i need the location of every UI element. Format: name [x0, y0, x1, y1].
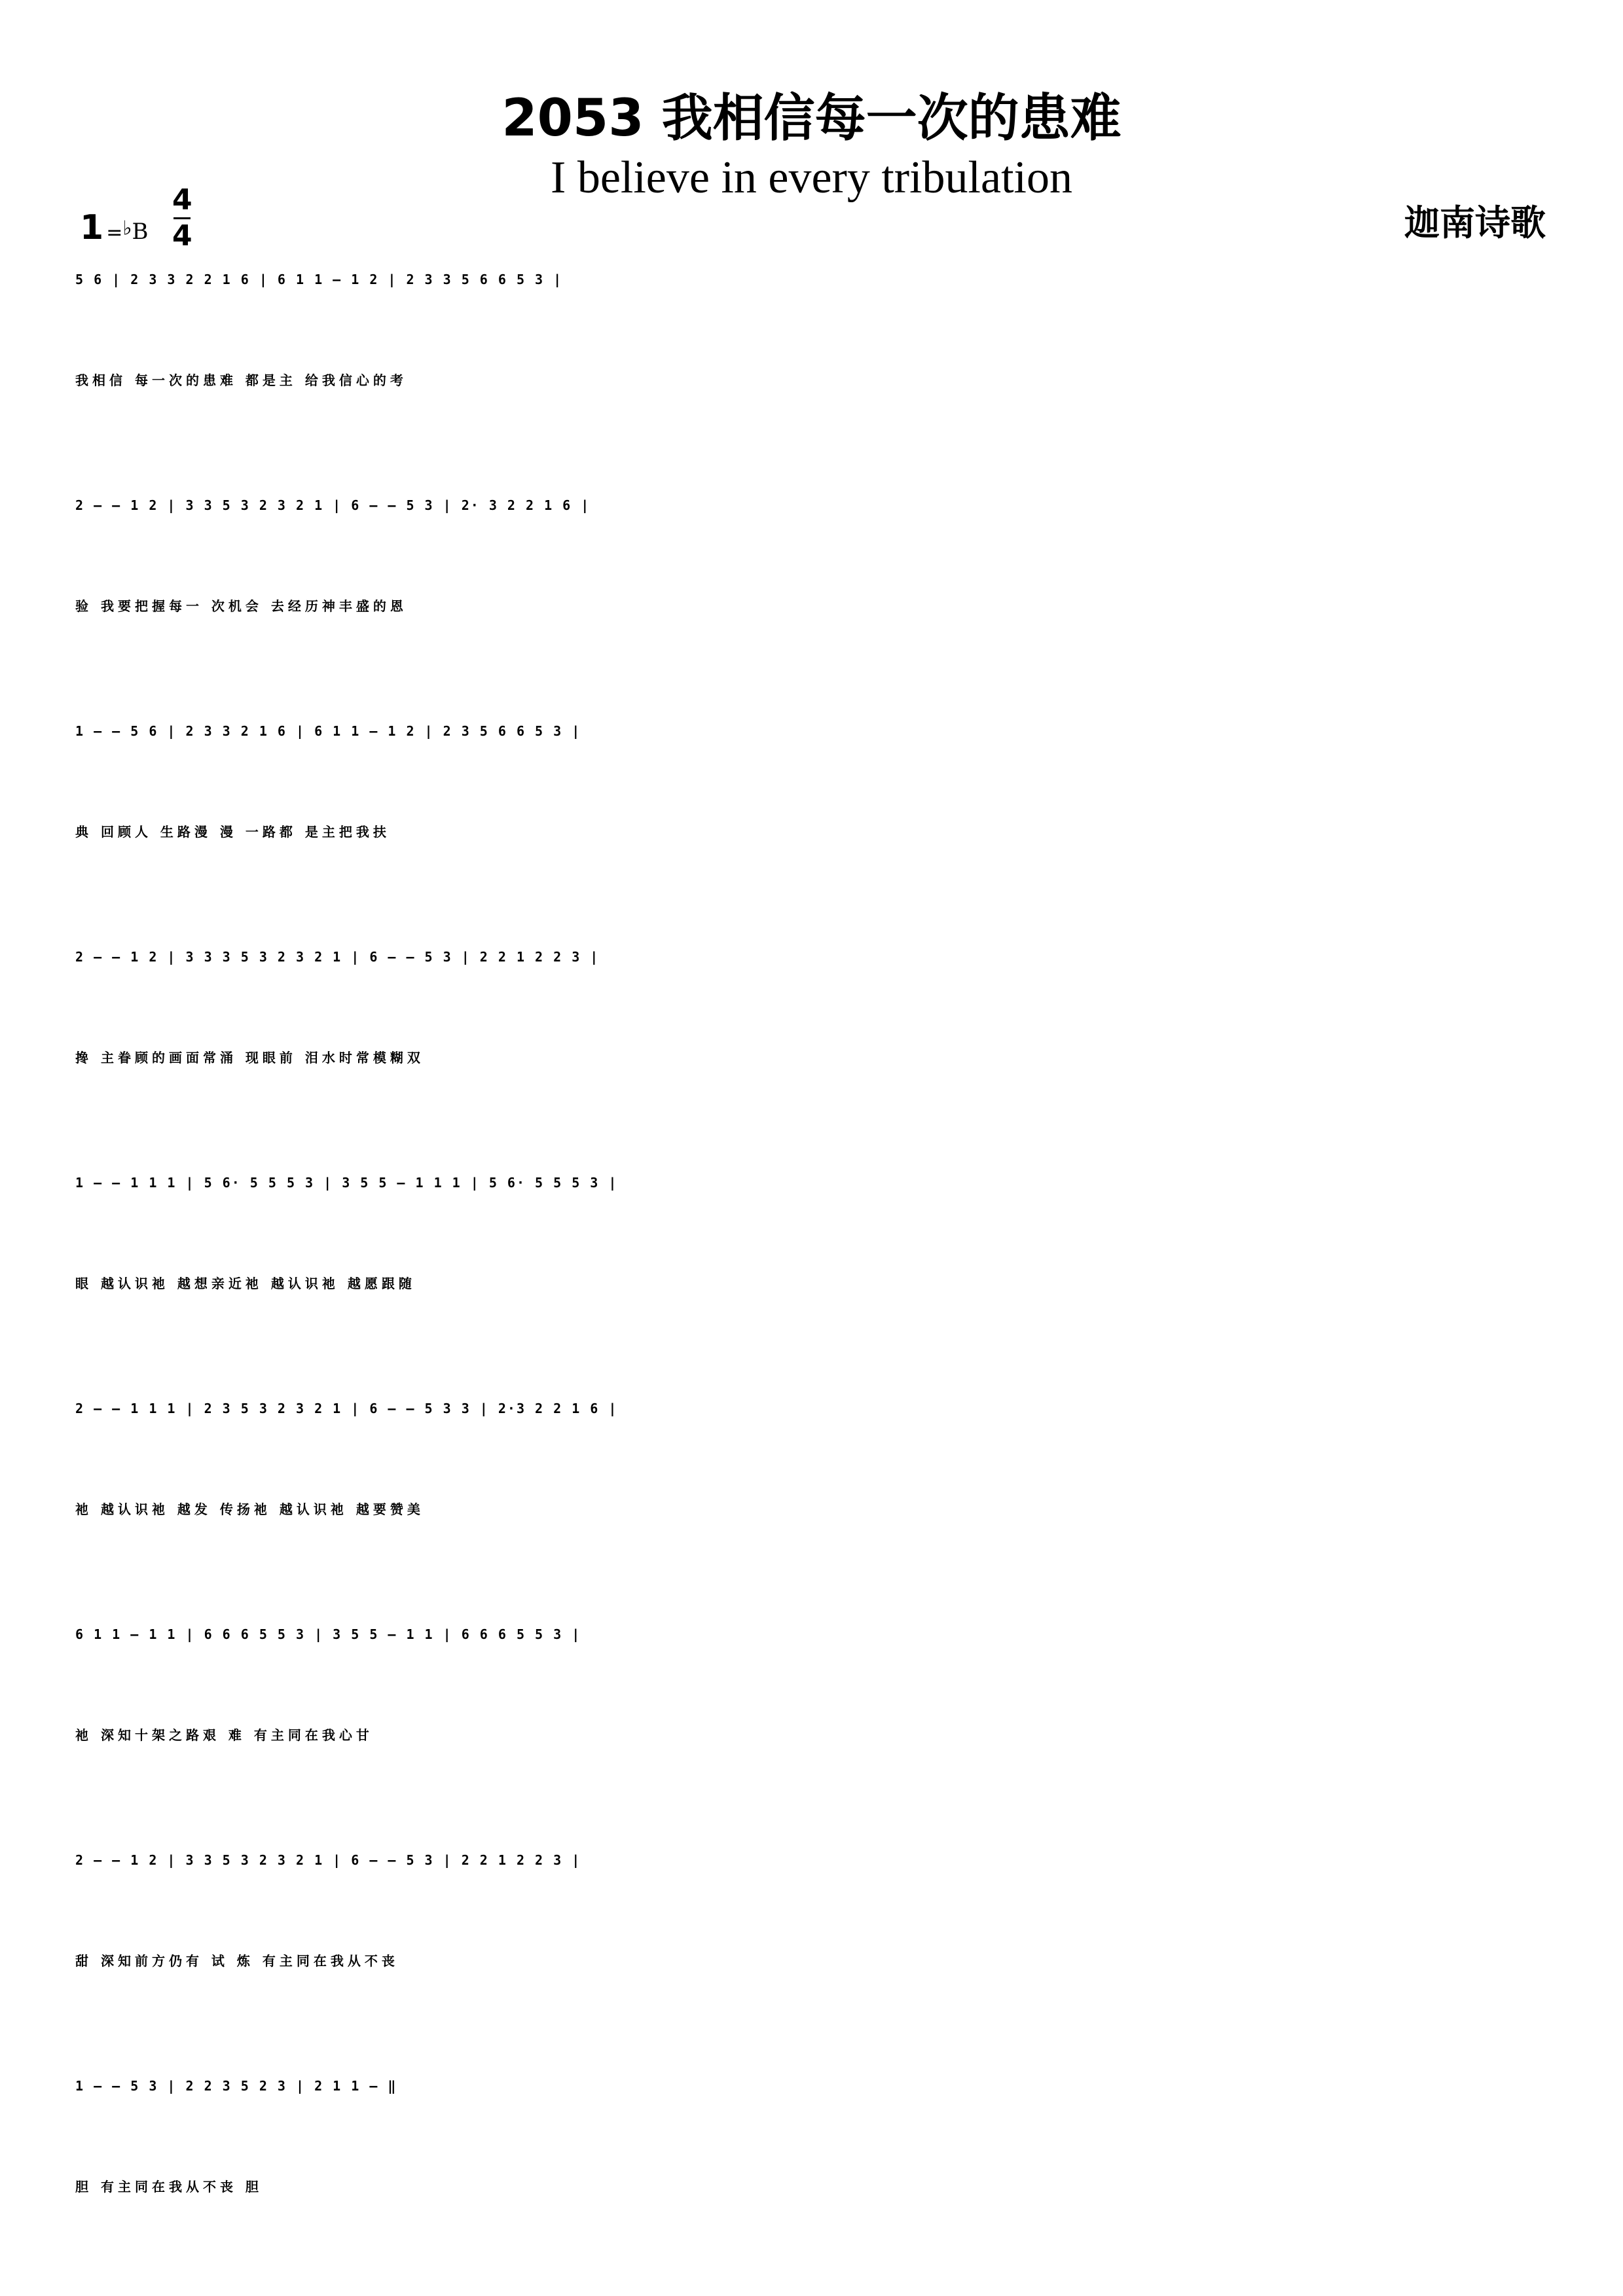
time-signature-bottom: 4 — [172, 219, 192, 253]
notation-row: 2 – – 1 2 | 3 3 3 5 3 2 3 2 1 | 6 – – 5 3 | 2 2 1 2 2 3 | — [75, 949, 600, 965]
lyrics-row: 搀 主眷顾的画面常涌 现眼前 泪水时常模糊双 — [75, 1050, 424, 1066]
notation-row: 1 – – 5 6 | 2 3 3 2 1 6 | 6 1 1 – 1 2 | 2 3 5 6 6 5 3 | — [75, 723, 581, 739]
lyrics-row: 我相信 每一次的患难 都是主 给我信心的考 — [75, 372, 407, 388]
key-letter: B — [132, 219, 149, 245]
key-flat: ♭ — [122, 217, 132, 240]
key-equals: = — [106, 221, 123, 244]
time-signature-top: 4 — [172, 183, 192, 217]
notation-row: 1 – – 5 3 | 2 2 3 5 2 3 | 2 1 1 – ‖ — [75, 2078, 397, 2094]
author-label: 迦南诗歌 — [1404, 202, 1546, 243]
notation-row: 6 1 1 – 1 1 | 6 6 6 5 5 3 | 3 5 5 – 1 1 | 6 6 6 5 5 3 | — [75, 1626, 581, 1642]
notation-row: 2 – – 1 1 1 | 2 3 5 3 2 3 2 1 | 6 – – 5 3 3 | 2·3 2 2 1 6 | — [75, 1401, 618, 1416]
song-title: 2053 我相信每一次的患难 — [501, 89, 1122, 148]
notation-row: 2 – – 1 2 | 3 3 5 3 2 3 2 1 | 6 – – 5 3 | 2· 3 2 2 1 6 | — [75, 497, 591, 513]
notation-row: 5 6 | 2 3 3 2 2 1 6 | 6 1 1 – 1 2 | 2 3 3 5 6 6 5 3 | — [75, 272, 563, 287]
lyrics-row: 眼 越认识祂 越想亲近祂 越认识祂 越愿跟随 — [75, 1276, 416, 1291]
key-signature — [80, 208, 148, 247]
key-one: 1 — [80, 208, 104, 247]
lyrics-row: 甜 深知前方仍有 试 炼 有主同在我从不丧 — [75, 1953, 399, 1969]
lyrics-row: 典 回顾人 生路漫 漫 一路都 是主把我扶 — [75, 824, 390, 840]
lyrics-row: 验 我要把握每一 次机会 去经历神丰盛的恩 — [75, 598, 407, 614]
notation-row: 2 – – 1 2 | 3 3 5 3 2 3 2 1 | 6 – – 5 3 | 2 2 1 2 2 3 | — [75, 1852, 581, 1868]
lyrics-row: 胆 有主同在我从不丧 胆 — [75, 2179, 263, 2195]
song-subtitle: I believe in every tribulation — [551, 152, 1072, 203]
lyrics-row: 祂 越认识祂 越发 传扬祂 越认识祂 越要赞美 — [75, 1501, 424, 1517]
lyrics-row: 祂 深知十架之路艰 难 有主同在我心甘 — [75, 1727, 373, 1743]
notation-row: 1 – – 1 1 1 | 5 6· 5 5 5 3 | 3 5 5 – 1 1 1 | 5 6· 5 5 5 3 | — [75, 1175, 618, 1191]
time-signature — [172, 185, 192, 252]
